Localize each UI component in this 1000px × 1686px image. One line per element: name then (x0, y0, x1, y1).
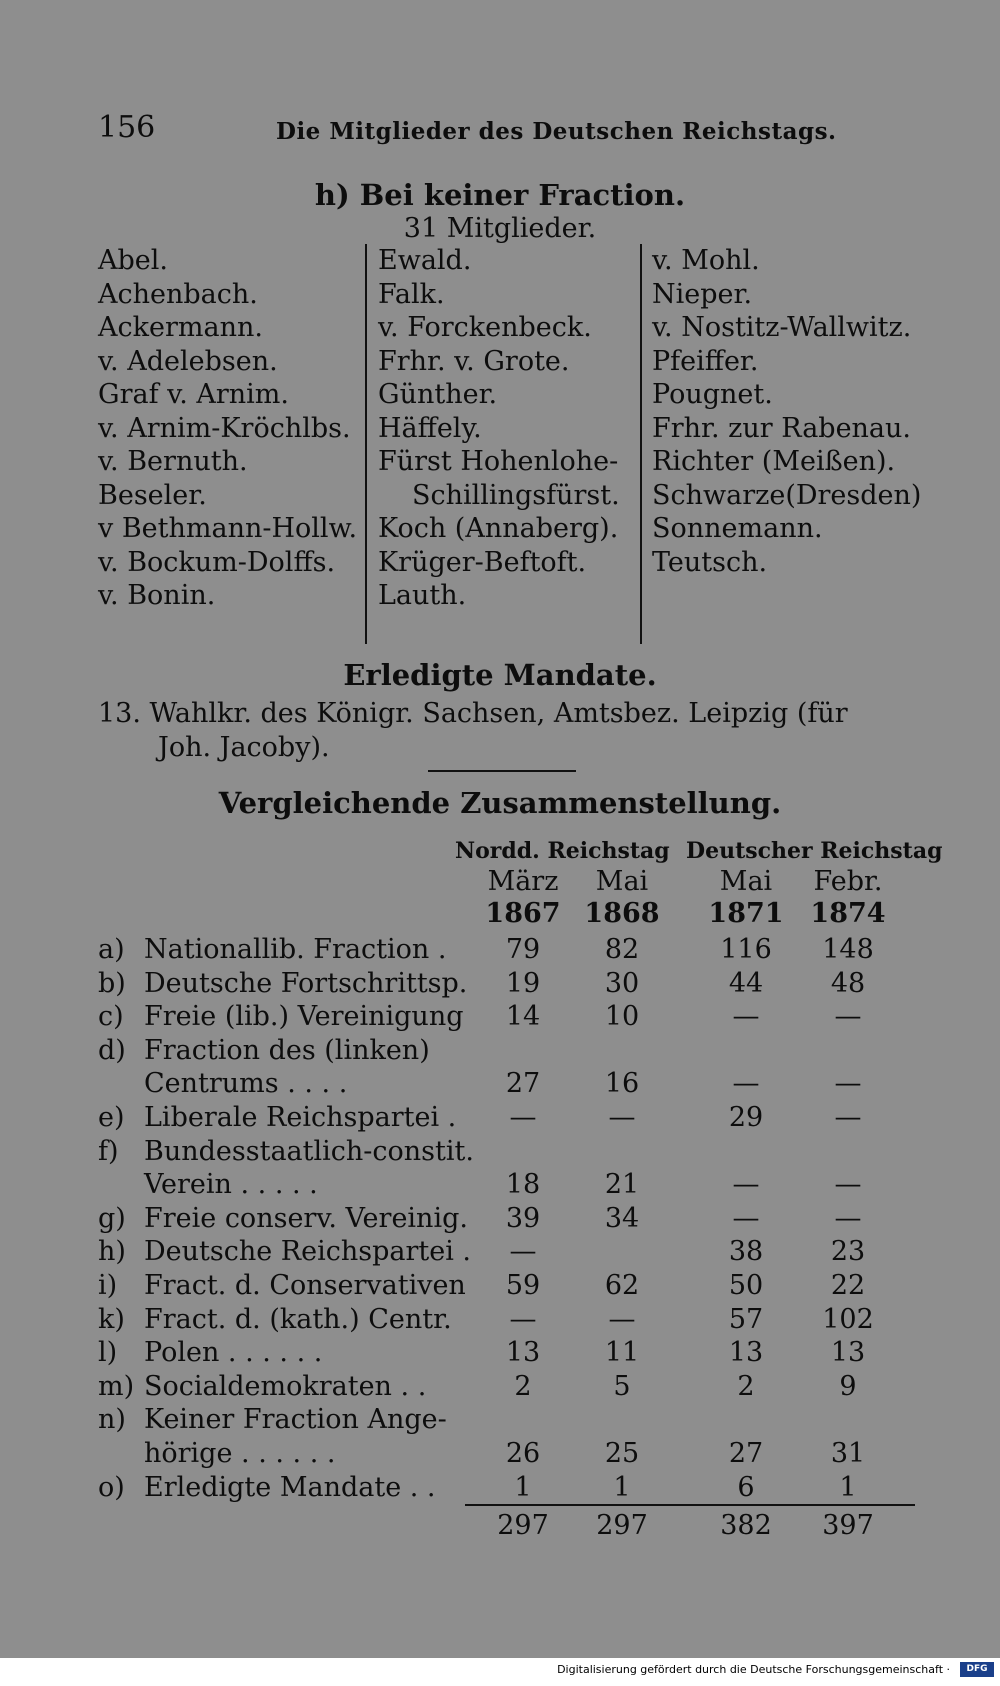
table-cell: 10 (604, 1001, 640, 1032)
month-header: Febr. (813, 866, 883, 897)
member-name: Abel. (98, 245, 168, 276)
total-cell: 297 (497, 1510, 549, 1541)
table-cell: 13 (728, 1337, 764, 1368)
table-cell: — (834, 1102, 862, 1133)
table-cell: 102 (822, 1304, 874, 1335)
table-cell: 50 (728, 1270, 764, 1301)
table-cell: 79 (505, 934, 541, 965)
row-letter: g) (98, 1203, 126, 1234)
member-name: Richter (Meißen). (652, 446, 896, 477)
row-letter: o) (98, 1472, 125, 1503)
table-cell: 59 (505, 1270, 541, 1301)
table-cell: 9 (839, 1371, 857, 1402)
member-name: Beseler. (98, 479, 207, 511)
row-label: Deutsche Reichspartei . (144, 1236, 472, 1267)
table-cell: — (509, 1236, 537, 1267)
month-header: März (487, 866, 559, 897)
table-cell: 13 (830, 1337, 866, 1368)
row-letter: k) (98, 1304, 125, 1335)
table-cell: — (732, 1169, 760, 1200)
table-cell: 116 (720, 934, 772, 965)
members-column-2 (378, 244, 620, 613)
table-cell: 25 (604, 1438, 640, 1469)
running-title: Die Mitglieder des Deutschen Reichstags. (276, 118, 837, 145)
row-letter: a) (98, 934, 125, 965)
year-header: 1867 (485, 898, 561, 929)
table-cell: 30 (604, 968, 640, 999)
year-header: 1868 (584, 898, 660, 929)
table-cell: 26 (505, 1438, 541, 1469)
table-row (98, 1136, 474, 1167)
row-label: Deutsche Fortschrittsp. (144, 968, 468, 999)
table-cell: 21 (604, 1169, 640, 1200)
row-label: Fract. d. Conservativen (144, 1270, 466, 1301)
year-header: 1874 (810, 898, 886, 929)
table-cell: — (834, 1068, 862, 1099)
table-cell: — (608, 1102, 636, 1133)
member-name: v. Forckenbeck. (378, 312, 592, 343)
table-cell: 22 (830, 1270, 866, 1301)
footer-credit: Digitalisierung gefördert durch die Deutsche Forschungsgemeinschaft · (553, 1662, 954, 1677)
row-letter: f) (98, 1136, 119, 1167)
table-cell: 39 (505, 1203, 541, 1234)
table-cell: 148 (822, 934, 874, 965)
row-label: Polen . . . . . . (144, 1337, 323, 1368)
row-label: Bundesstaatlich-constit. (144, 1136, 474, 1167)
member-name: v. Nostitz-Wallwitz. (652, 312, 912, 343)
separator-rule (428, 770, 576, 772)
column-divider (365, 244, 367, 644)
erledigte-line-1: 13. Wahlkr. des Königr. Sachsen, Amtsbez. Leipzig (für (98, 698, 848, 729)
table-row (98, 1068, 347, 1099)
row-label: Nationallib. Fraction . (144, 934, 447, 965)
total-cell: 382 (720, 1510, 772, 1541)
member-name: Graf v. Arnim. (98, 379, 289, 410)
members-column-1 (98, 244, 357, 613)
table-row (98, 1102, 456, 1133)
table-cell: 2 (514, 1371, 532, 1402)
table-cell: 34 (604, 1203, 640, 1234)
member-name: Frhr. zur Rabenau. (652, 412, 912, 444)
member-name: Teutsch. (652, 546, 768, 578)
member-name: Ewald. (378, 245, 472, 276)
table-row (98, 1035, 430, 1066)
member-name: Sonnemann. (652, 513, 823, 544)
row-label: Keiner Fraction Ange- (144, 1404, 447, 1435)
row-label: Freie conserv. Vereinig. (144, 1203, 468, 1234)
table-cell: 5 (613, 1371, 631, 1402)
dfg-logo: DFG (960, 1662, 994, 1677)
table-cell: — (732, 1001, 760, 1032)
row-letter: l) (98, 1337, 118, 1368)
table-row (98, 1404, 447, 1435)
table-cell: — (834, 1001, 862, 1032)
table-cell: 19 (505, 968, 541, 999)
table-cell: 11 (604, 1337, 640, 1368)
erledigte-line-2: Joh. Jacoby). (158, 732, 330, 763)
table-cell: 62 (604, 1270, 640, 1301)
table-cell: 1 (839, 1472, 857, 1503)
table-cell: — (732, 1068, 760, 1099)
table-cell: 23 (830, 1236, 866, 1267)
table-cell: 38 (728, 1236, 764, 1267)
table-cell: — (608, 1304, 636, 1335)
member-name: Ackermann. (98, 312, 263, 343)
comparison-title: Vergleichende Zusammenstellung. (218, 786, 782, 820)
table-cell: 1 (613, 1472, 631, 1503)
member-name: Krüger-Beftoft. (378, 546, 587, 578)
page-number: 156 (98, 110, 156, 145)
column-divider (640, 244, 642, 644)
member-name: Koch (Annaberg). (378, 513, 619, 544)
table-cell: 29 (728, 1102, 764, 1133)
table-cell: 27 (505, 1068, 541, 1099)
member-name: Pougnet. (652, 379, 773, 410)
row-label: Liberale Reichspartei . (144, 1102, 457, 1133)
members-column-3 (652, 244, 921, 579)
table-cell: 48 (830, 968, 866, 999)
member-name: Falk. (378, 278, 445, 310)
member-name: v. Bernuth. (98, 446, 248, 477)
member-name: v. Mohl. (652, 245, 760, 276)
table-cell: 16 (604, 1068, 640, 1099)
row-letter: d) (98, 1035, 126, 1066)
table-row (98, 1169, 318, 1200)
total-cell: 397 (822, 1510, 874, 1541)
row-letter: b) (98, 968, 126, 999)
table-row (98, 1438, 335, 1469)
table-cell: 31 (830, 1438, 866, 1469)
row-letter: c) (98, 1001, 124, 1032)
table-cell: 2 (737, 1371, 755, 1402)
table-row (98, 1472, 436, 1503)
table-cell: 13 (505, 1337, 541, 1368)
table-row (98, 968, 467, 999)
row-label: Fract. d. (kath.) Centr. (144, 1304, 452, 1335)
table-cell: 82 (604, 934, 640, 965)
group-header-deutscher: Deutscher Reichstag (686, 838, 943, 864)
table-cell: 44 (728, 968, 764, 999)
member-name: Schwarze(Dresden) (652, 479, 922, 511)
table-cell: 57 (728, 1304, 764, 1335)
member-name: Fürst Hohenlohe- (378, 446, 619, 477)
member-name: v Bethmann-Hollw. (98, 513, 358, 544)
row-letter: i) (98, 1270, 118, 1301)
table-cell: — (732, 1203, 760, 1234)
total-cell: 297 (596, 1510, 648, 1541)
row-letter: m) (98, 1371, 135, 1402)
table-row (98, 1337, 322, 1368)
table-cell: — (509, 1304, 537, 1335)
member-name: Häffely. (378, 412, 482, 444)
row-letter: n) (98, 1404, 126, 1435)
row-label: Verein . . . . . (144, 1169, 318, 1200)
table-row (98, 1304, 452, 1335)
row-letter: h) (98, 1236, 126, 1267)
table-cell: — (834, 1203, 862, 1234)
table-cell: 27 (728, 1438, 764, 1469)
member-name: Frhr. v. Grote. (378, 345, 570, 377)
table-cell: 18 (505, 1169, 541, 1200)
table-row (98, 1001, 464, 1032)
row-letter: e) (98, 1102, 125, 1133)
member-name: Günther. (378, 379, 498, 410)
table-cell: 6 (737, 1472, 755, 1503)
section-h-title: h) Bei keiner Fraction. (314, 178, 686, 212)
table-row (98, 1236, 471, 1267)
member-name: Nieper. (652, 278, 753, 310)
table-row (98, 1371, 426, 1402)
member-name: Pfeiffer. (652, 345, 759, 377)
group-header-norddeutscher: Nordd. Reichstag (455, 838, 670, 864)
row-label: Erledigte Mandate . . (144, 1472, 436, 1503)
row-label: Centrums . . . . (144, 1068, 348, 1099)
table-row (98, 1203, 468, 1234)
row-label: Socialdemokraten . . (144, 1371, 427, 1402)
table-row (98, 934, 446, 965)
month-header: Mai (719, 866, 773, 897)
year-header: 1871 (708, 898, 784, 929)
row-label: Fraction des (linken) (144, 1035, 430, 1066)
month-header: Mai (595, 866, 649, 897)
table-cell: 1 (514, 1472, 532, 1503)
member-name: v. Bonin. (98, 580, 216, 611)
erledigte-title: Erledigte Mandate. (343, 658, 657, 692)
member-name: v. Bockum-Dolffs. (98, 546, 336, 578)
table-cell: — (509, 1102, 537, 1133)
member-name: v. Adelebsen. (98, 345, 278, 377)
member-name: Lauth. (378, 580, 467, 611)
member-name: Schillingsfürst. (412, 479, 620, 511)
table-cell: 14 (505, 1001, 541, 1032)
member-name: Achenbach. (98, 278, 258, 310)
table-row (98, 1270, 466, 1301)
table-cell: — (834, 1169, 862, 1200)
totals-rule (465, 1504, 915, 1506)
row-label: hörige . . . . . . (144, 1438, 336, 1469)
row-label: Freie (lib.) Vereinigung (144, 1001, 464, 1032)
member-name: v. Arnim-Kröchlbs. (98, 412, 351, 444)
section-h-subtitle: 31 Mitglieder. (403, 213, 597, 244)
